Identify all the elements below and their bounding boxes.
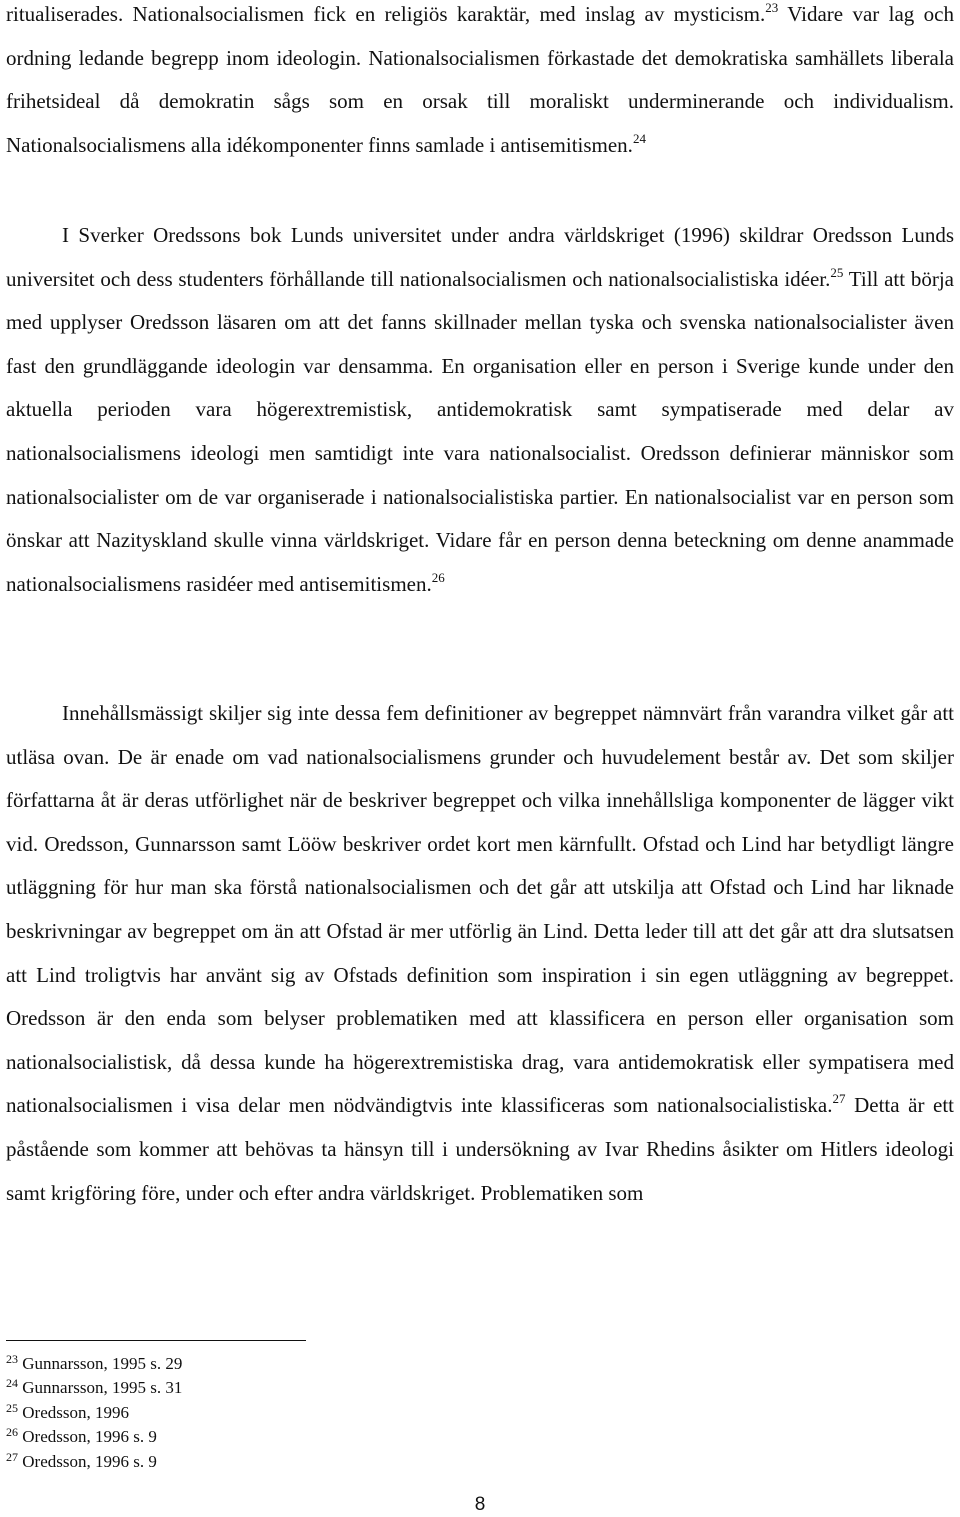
footnotes [6, 1352, 182, 1474]
body-paragraph-1 [6, 0, 954, 167]
page-number: 8 [474, 1494, 486, 1515]
footnote-reference: 26 [431, 569, 445, 585]
paragraph-text: Vidare var lag och ordning ledande begrepp inom ideologin. Nationalsocialismen förkastade det demokratiska samhällets liberala frihetsideal då demokratin sågs som en orsak till moraliskt underminerande och individualism. Nationalsocialismens alla idékomponenter finns samlade i antisemitismen. [6, 2, 954, 157]
footnote-number: 24 [6, 1376, 18, 1391]
footnote-text: Gunnarsson, 1995 s. 29 [22, 1354, 183, 1373]
footnote-separator [6, 1340, 306, 1341]
footnote-24 [6, 1376, 182, 1400]
paragraph-text: ritualiserades. Nationalsocialismen fick en religiös karaktär, med inslag av mysticism. [6, 2, 766, 26]
body-paragraph-3 [6, 692, 954, 1215]
footnote-27 [6, 1450, 182, 1474]
footnote-reference: 24 [632, 130, 646, 146]
footnote-26 [6, 1425, 182, 1449]
footnote-25 [6, 1401, 182, 1425]
footnote-23 [6, 1352, 182, 1376]
footnote-text: Gunnarsson, 1995 s. 31 [22, 1378, 183, 1398]
paragraph-text: Detta är ett påstående som kommer att behövas ta hänsyn till i undersökning av Ivar Rhedins åsikter om Hitlers ideologi samt krigföring före, under och efter andra världskriget. Problematiken som [6, 1093, 954, 1205]
paragraph-text: Till att börja med upplyser Oredsson läsaren om att det fanns skillnader mellan tyska och svenska nationalsocialister även fast den grundläggande ideologin var densamma. En organisation eller en person i Sverige kunde under den aktuella perioden vara högerextremistisk, antidemokratisk samt sympatiserade med delar av nationalsocialismens ideologi men samtidigt inte vara nationalsocialist. Oredsson definierar människor som nationalsocialister om de var organiserade i nationalsocialistiska partier. En nationalsocialist var en person som önskar att Nazityskland skulle vinna världskriget. Vidare får en person denna beteckning om denne anammade nationalsocialismens rasidéer med antisemitismen. [6, 266, 954, 596]
footnote-text: Oredsson, 1996 s. 9 [22, 1451, 157, 1471]
footnote-text: Oredsson, 1996 s. 9 [22, 1427, 157, 1447]
footnote-reference: 27 [832, 1091, 846, 1107]
footnote-number: 25 [6, 1400, 18, 1415]
footnote-number: 23 [6, 1352, 18, 1366]
footnote-reference: 25 [830, 264, 844, 280]
paragraph-text: Innehållsmässigt skiljer sig inte dessa fem definitioner av begreppet nämnvärt från varandra vilket går att utläsa ovan. De är enade om vad nationalsocialismens grunder och huvudelement består av. Det som skiljer författarna åt är deras utförlighet när de beskriver begreppet och vilka innehållsliga komponenter de lägger vikt vid. Oredsson, Gunnarsson samt Lööw beskriver ordet kort men kärnfullt. Ofstad och Lind har betydligt längre utläggning för hur man ska förstå nationalsocialismen och det går att utskilja att Ofstad och Lind har liknade beskrivningar av begreppet om än att Ofstad är mer utförlig än Lind. Detta leder till att det går att dra slutsatsen att Lind troligtvis har använt sig av Ofstads definition som inspiration i sin egen utläggning av begreppet. Oredsson är den enda som belyser problematiken med att klassificera en person eller organisation som nationalsocialistisk, då dessa kunde ha högerextremistiska drag, vara antidemokratisk eller sympatisera med nationalsocialismen i visa delar men nödvändigtvis inte klassificeras som nationalsocialistiska. [6, 701, 954, 1118]
body-paragraph-2 [6, 214, 954, 606]
footnote-reference: 23 [765, 0, 779, 15]
footnote-text: Oredsson, 1996 [22, 1402, 129, 1422]
footnote-number: 26 [6, 1425, 18, 1440]
paragraph-text: I Sverker Oredssons bok Lunds universitet under andra världskriget (1996) skildrar Oredsson Lunds universitet och dess studenters förhållande till nationalsocialismen och nationalsocialistiska idéer. [6, 223, 954, 291]
footnote-number: 27 [6, 1449, 18, 1464]
